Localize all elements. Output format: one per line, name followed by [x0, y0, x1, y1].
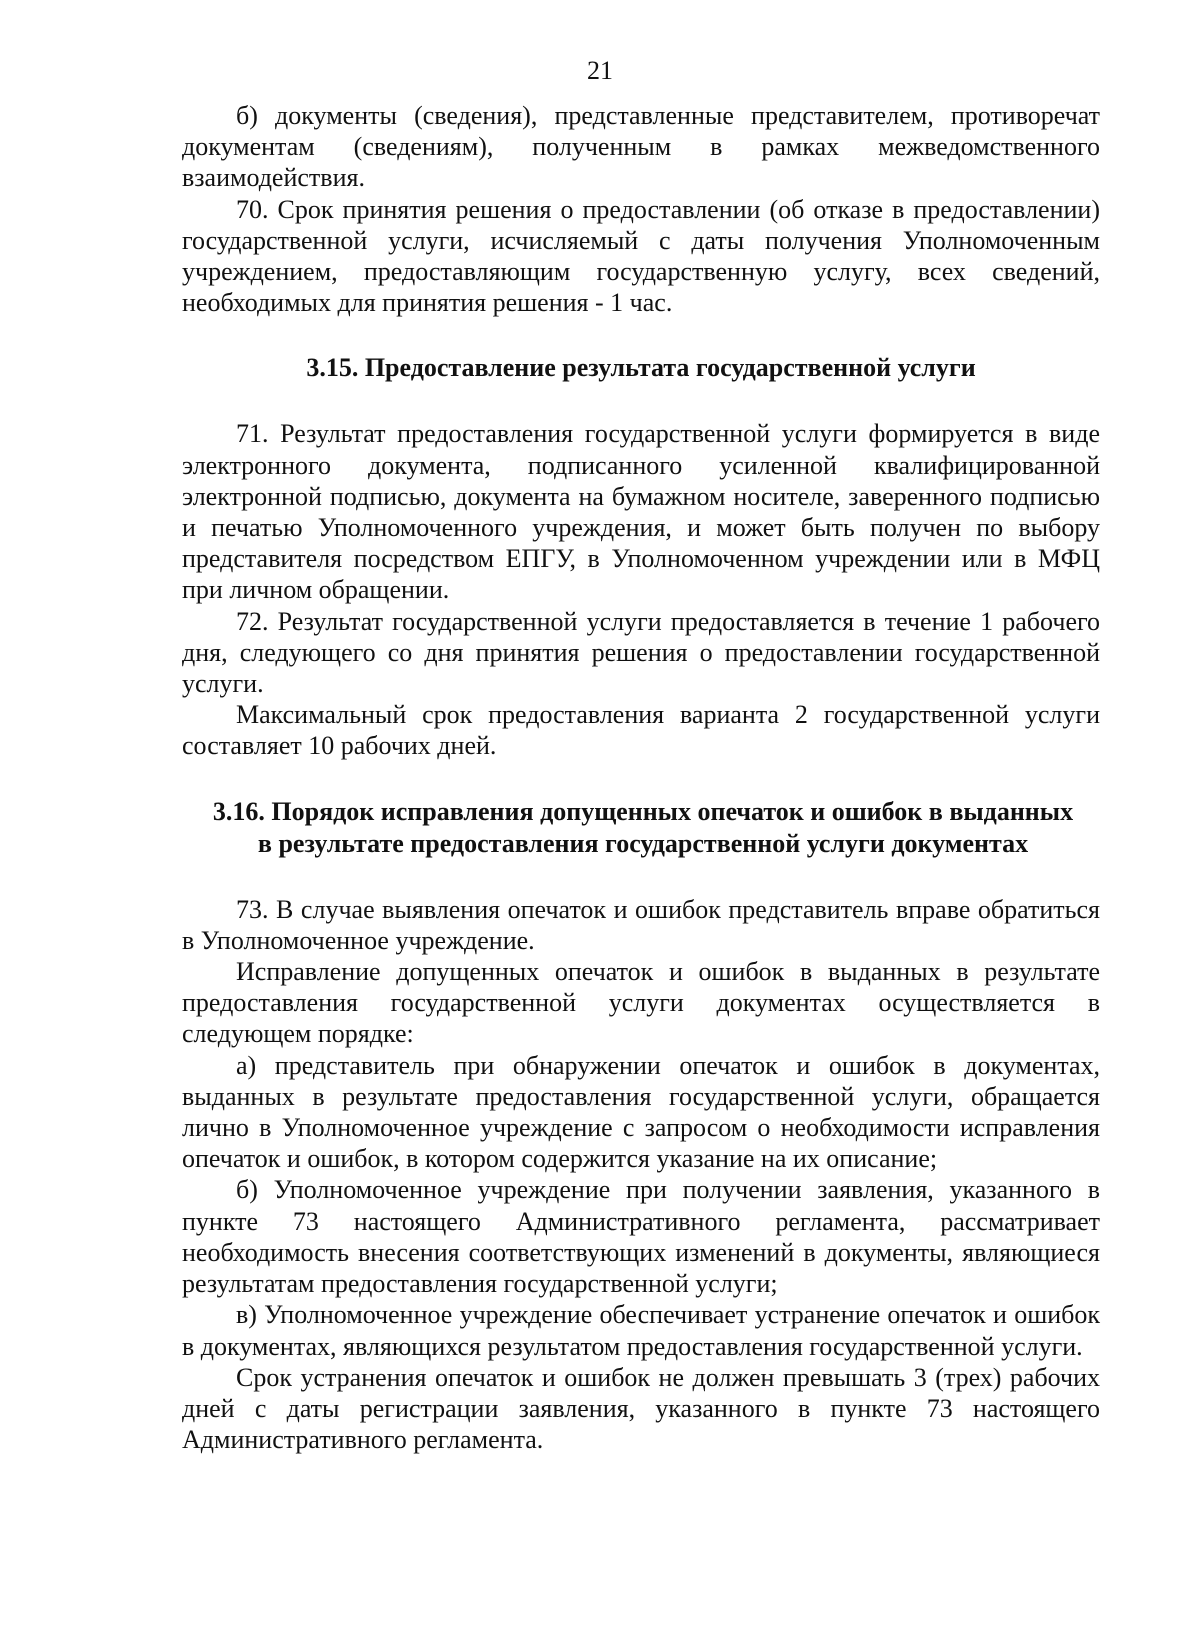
paragraph-correction-term: Срок устранения опечаток и ошибок не должен превышать 3 (трех) рабочих дней с даты регистрации заявления, указанного в пункте 73 настоящего Административного регламента.: [182, 1362, 1100, 1455]
paragraph-b-documents: б) документы (сведения), представленные представителем, противоречат документам (сведениям), полученным в рамках межведомственного взаимодействия.: [182, 101, 1100, 193]
paragraph-max-term: Максимальный срок предоставления варианта 2 государственной услуги составляет 10 рабочих дней.: [182, 700, 1100, 761]
section-heading-3-16-line-2: в результате предоставления государственной услуги документах: [257, 828, 1029, 858]
page-number: 21: [587, 56, 613, 85]
paragraph-item-b: б) Уполномоченное учреждение при получении заявления, указанного в пункте 73 настоящего Административного регламента, рассматривает необходимость внесения соответствующих изменений в документы, являющиеся результатам предоставления государственной услуги;: [182, 1175, 1100, 1299]
section-heading-3-16-line-1: 3.16. Порядок исправления допущенных опечаток и ошибок в выданных: [212, 796, 1074, 826]
section-heading-3-16: [182, 796, 1100, 860]
paragraph-73: 73. В случае выявления опечаток и ошибок представитель вправе обратиться в Уполномоченное учреждение.: [182, 894, 1100, 955]
paragraph-correction-order: Исправление допущенных опечаток и ошибок в выданных в результате предоставления государственной услуги документах осуществляется в следующем порядке:: [182, 957, 1100, 1049]
paragraph-item-a: а) представитель при обнаружении опечаток и ошибок в документах, выданных в результате предоставления государственной услуги, обращается лично в Уполномоченное учреждение с запросом о необходимости исправления опечаток и ошибок, в котором содержится указание на их описание;: [182, 1050, 1100, 1174]
paragraph-item-v: в) Уполномоченное учреждение обеспечивает устранение опечаток и ошибок в документах, являющихся результатом предоставления государственной услуги.: [182, 1300, 1100, 1361]
page-content: [182, 100, 1100, 1455]
paragraph-72: 72. Результат государственной услуги предоставляется в течение 1 рабочего дня, следующего со дня принятия решения о предоставлении государственной услуги.: [182, 606, 1100, 699]
paragraph-70: 70. Срок принятия решения о предоставлении (об отказе в предоставлении) государственной услуги, исчисляемый с даты получения Уполномоченным учреждением, предоставляющим государственную услугу, всех сведений, необходимых для принятия решения - 1 час.: [182, 194, 1100, 318]
section-heading-3-15: 3.15. Предоставление результата государственной услуги: [306, 353, 976, 383]
paragraph-71: 71. Результат предоставления государственной услуги формируется в виде электронного документа, подписанного усиленной квалифицированной электронной подписью, документа на бумажном носителе, заверенного подписью и печатью Уполномоченного учреждения, и может быть получен по выбору представителя посредством ЕПГУ, в Уполномоченном учреждении или в МФЦ при личном обращении.: [182, 419, 1100, 605]
